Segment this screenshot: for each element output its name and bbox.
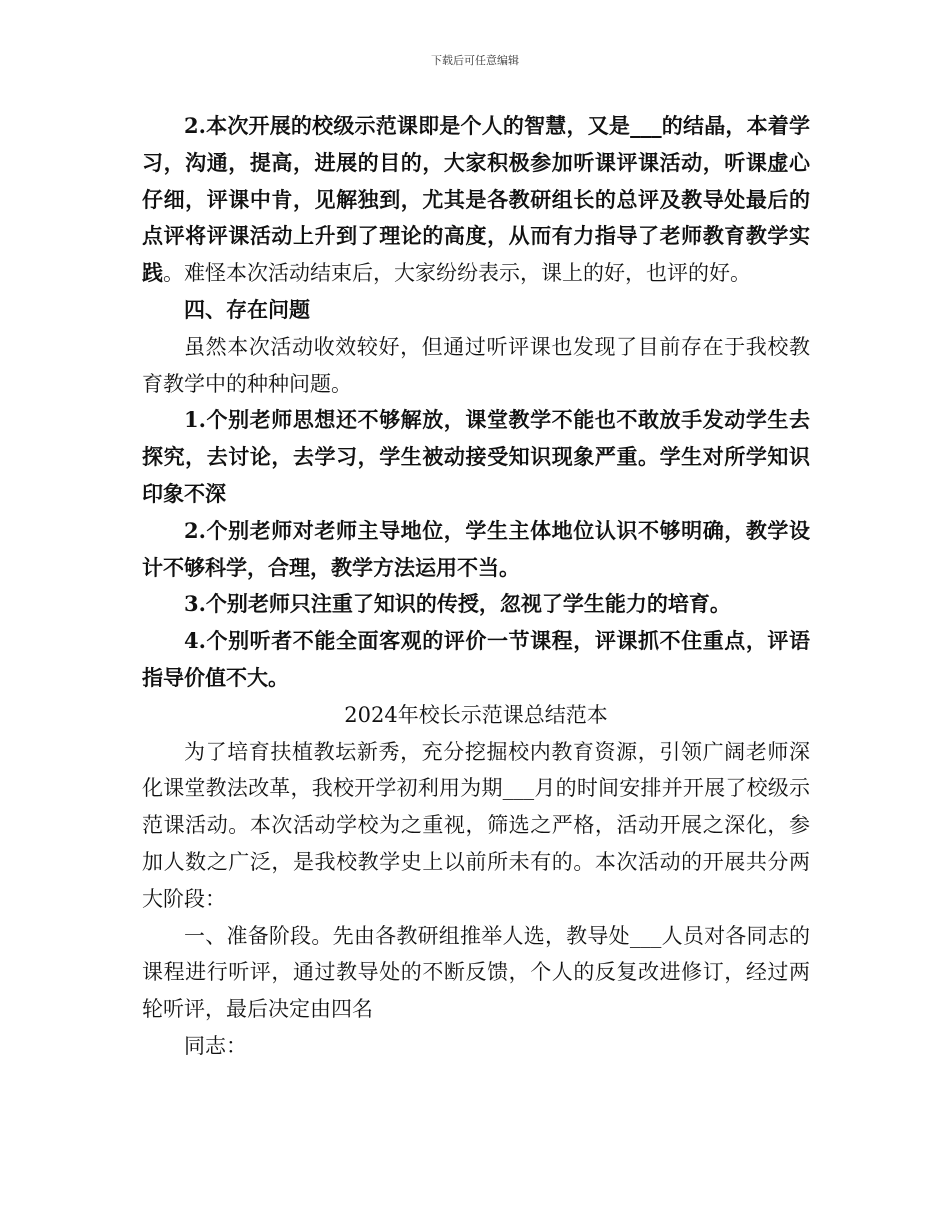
paragraph-1-bold: 2.本次开展的校级示范课即是个人的智慧，又是___的结晶，本着学习，沟通，提高，进展的目的，大家积极参加听课评课活动，听课虚心仔细，评课中肯，见解独到，尤其是各教研组长的总评及教导处最后的点评将评课活动上升到了理论的高度，从而有力指导了老师教育教学实践 (142, 113, 810, 286)
problem-item-4-text: 4.个别听者不能全面客观的评价一节课程，评课抓不住重点，评语指导价值不大。 (142, 628, 810, 690)
problem-item-3-text: 3.个别老师只注重了知识的传授，忽视了学生能力的培育。 (184, 591, 731, 617)
paragraph-1-normal: 。难怪本次活动结束后，大家纷纷表示，课上的好，也评的好。 (163, 261, 751, 286)
paragraph-1 (142, 108, 810, 292)
paragraph-3 (142, 329, 810, 403)
problem-item-2 (142, 513, 810, 587)
paragraph-3-text: 虽然本次活动收效较好，但通过听评课也发现了目前存在于我校教育教学中的种种问题。 (142, 334, 810, 396)
paragraph-comrades: 同志： (184, 1033, 247, 1058)
section-title: 2024年校长示范课总结范本 (344, 702, 608, 727)
section-heading-problems-text: 四、存在问题 (184, 296, 310, 322)
problem-item-3 (142, 586, 810, 623)
problem-item-1-text: 1.个别老师思想还不够解放，课堂教学不能也不敢放手发动学生去探究，去讨论，去学习，学生被动接受知识现象严重。学生对所学知识印象不深 (142, 407, 810, 506)
problem-item-4 (142, 623, 810, 697)
document-body (142, 108, 810, 1065)
paragraph-stage-1: 一、准备阶段。先由各教研组推举人选，教导处___人员对各同志的课程进行听评，通过教导处的不断反馈，个人的反复改进修订，经过两轮听评，最后决定由四名 (142, 923, 810, 1022)
problem-item-2-text: 2.个别老师对老师主导地位，学生主体地位认识不够明确，教学设计不够科学，合理，教学方法运用不当。 (142, 517, 810, 580)
section-heading-problems (142, 292, 810, 329)
problem-item-1 (142, 402, 810, 512)
page-header: 下载后可任意编辑 (431, 54, 519, 67)
paragraph-intro: 为了培育扶植教坛新秀，充分挖掘校内教育资源，引领广阔老师深化课堂教法改革，我校开学初利用为期___月的时间安排并开展了校级示范课活动。本次活动学校为之重视，筛选之严格，活动开展之深化，参加人数之广泛，是我校教学史上以前所未有的。本次活动的开展共分两大阶段： (142, 739, 810, 911)
